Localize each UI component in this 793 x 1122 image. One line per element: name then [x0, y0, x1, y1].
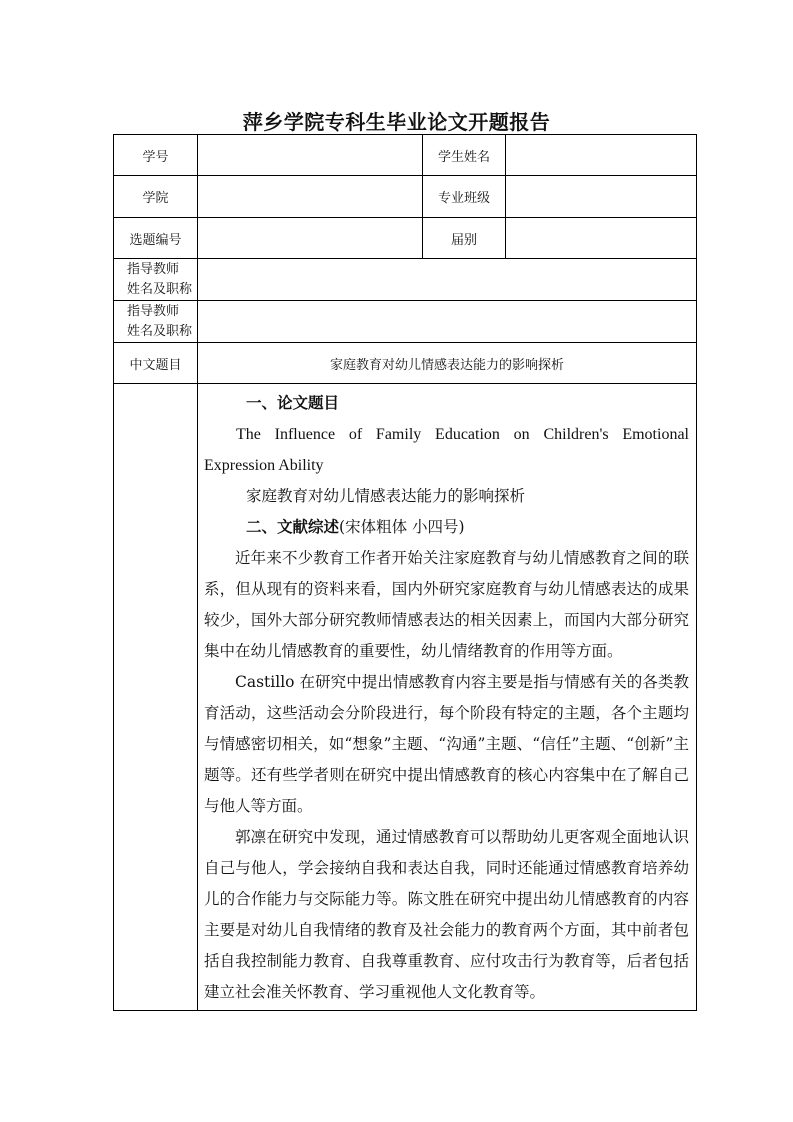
- student-id-label: 学号: [114, 135, 198, 176]
- grade-label: 届别: [423, 218, 506, 259]
- grade-field[interactable]: [506, 218, 697, 259]
- student-name-label: 学生姓名: [423, 135, 506, 176]
- row-student-id: [114, 135, 697, 176]
- college-label: 学院: [114, 176, 198, 218]
- advisor1-field[interactable]: [198, 259, 697, 301]
- row-advisor-2: [114, 301, 697, 343]
- section2-heading-text: 二、文献综述: [246, 518, 340, 536]
- section2-heading: [204, 512, 689, 543]
- row-topic-no: [114, 218, 697, 259]
- row-chinese-title: [114, 343, 697, 384]
- chinese-title-text: 家庭教育对幼儿情感表达能力的影响探析: [246, 487, 526, 505]
- major-class-label: 专业班级: [423, 176, 506, 218]
- content-side-cell: [114, 384, 198, 1011]
- proposal-form-table: [113, 134, 697, 1011]
- advisor2-label: [114, 301, 198, 343]
- section1-heading: 一、论文题目: [246, 394, 340, 412]
- chinese-title-value[interactable]: 家庭教育对幼儿情感表达能力的影响探析: [198, 343, 697, 384]
- advisor2-label-line1: 指导教师: [127, 303, 180, 319]
- content-cell: [198, 384, 697, 1011]
- college-field[interactable]: [198, 176, 423, 218]
- chinese-title-label: 中文题目: [114, 343, 198, 384]
- english-title-line1: The Influence of Family Education on Children's Emotional: [236, 426, 689, 443]
- student-id-field[interactable]: [198, 135, 423, 176]
- advisor1-label-line1: 指导教师: [127, 261, 180, 277]
- advisor2-label-line2: 姓名及职称: [127, 323, 193, 339]
- paragraph-1: 近年来不少教育工作者开始关注家庭教育与幼儿情感教育之间的联系，但从现有的资料来看，国内外研究家庭教育与幼儿情感表达的成果较少，国外大部分研究教师情感表达的相关因素上，而国内大部分研究集中在幼儿情感教育的重要性，幼儿情绪教育的作用等方面。: [204, 549, 689, 660]
- english-title-line2: Expression Ability: [204, 457, 324, 474]
- section2-format-note: (宋体粗体 小四号): [339, 518, 465, 536]
- advisor1-label: [114, 259, 198, 301]
- paragraph-3: 郭凛在研究中发现，通过情感教育可以帮助幼儿更客观全面地认识自己与他人，学会接纳自我和表达自我，同时还能通过情感教育培养幼儿的合作能力与交际能力等。陈文胜在研究中提出幼儿情感教育的内容主要是对幼儿自我情绪的教育及社会能力的教育两个方面，其中前者包括自我控制能力教育、自我尊重教育、应付攻击行为教育等，后者包括建立社会准关怀教育、学习重视他人文化教育等。: [204, 828, 689, 1001]
- topic-no-field[interactable]: [198, 218, 423, 259]
- row-advisor-1: [114, 259, 697, 301]
- student-name-field[interactable]: [506, 135, 697, 176]
- advisor1-label-line2: 姓名及职称: [127, 281, 193, 297]
- document-title: 萍乡学院专科生毕业论文开题报告: [242, 110, 551, 134]
- topic-no-label: 选题编号: [114, 218, 198, 259]
- advisor2-field[interactable]: [198, 301, 697, 343]
- major-class-field[interactable]: [506, 176, 697, 218]
- paragraph-2: Castillo 在研究中提出情感教育内容主要是指与情感有关的各类教育活动，这些活动会分阶段进行，每个阶段有特定的主题，各个主题均与情感密切相关，如“想象”主题、“沟通”主题、“信任”主题、“创新”主题等。还有些学者则在研究中提出情感教育的核心内容集中在了解自己与他人等方面。: [204, 673, 689, 815]
- row-college: [114, 176, 697, 218]
- row-content: [114, 384, 697, 1011]
